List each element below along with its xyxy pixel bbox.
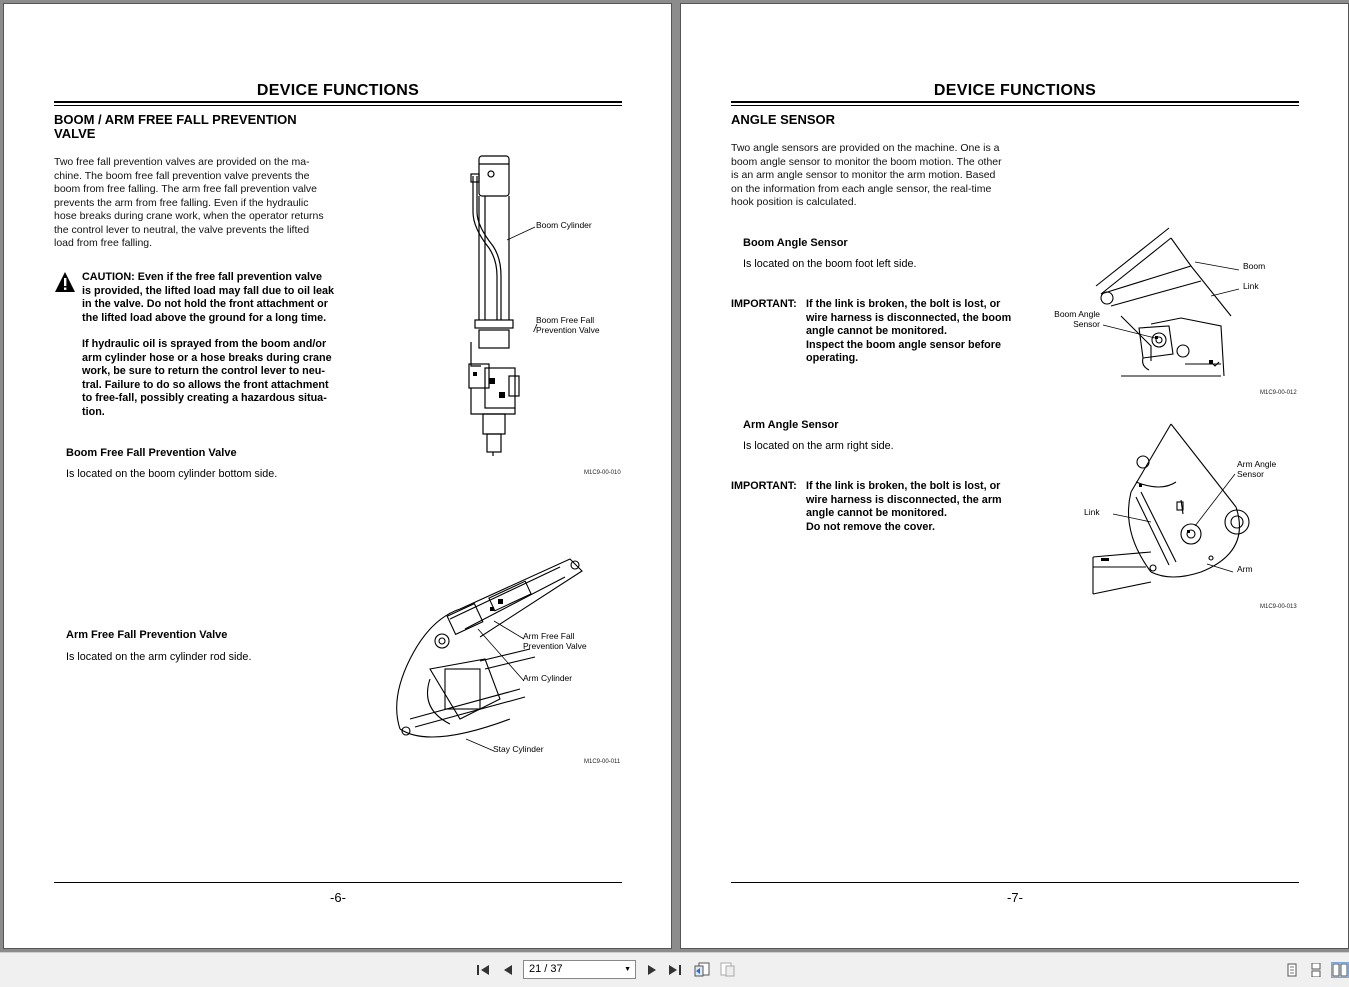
- section-title: ANGLE SENSOR: [731, 112, 836, 127]
- callout-boom: Boom: [1243, 261, 1266, 271]
- caution-paragraph: [82, 271, 354, 325]
- callout-line: Prevention Valve: [523, 641, 587, 651]
- subsection-text: Is located on the boom foot left side.: [743, 258, 917, 270]
- callout-boom-cylinder: Boom Cylinder: [536, 220, 592, 230]
- page-header: DEVICE FUNCTIONS: [933, 82, 1097, 99]
- callout-boom-valve: [536, 315, 600, 335]
- subsection-text: Is located on the arm right side.: [743, 440, 894, 452]
- callout-arm-valve: [523, 631, 587, 651]
- callout-boom-angle-sensor: [1050, 309, 1100, 329]
- single-page-view-icon[interactable]: [1285, 963, 1299, 977]
- figure-code: M1C9-00-010: [584, 470, 621, 476]
- page-number-input[interactable]: [523, 960, 636, 979]
- text-line: angle cannot be monitored.: [806, 325, 947, 337]
- text-line: prevents the arm from free falling. Even if the hydraulic: [54, 196, 309, 209]
- footer-rule: [54, 882, 622, 883]
- figure-code: M1C9-00-012: [1260, 390, 1297, 396]
- callout-line: Arm Angle: [1237, 459, 1277, 469]
- leader-lines: [1091, 226, 1251, 381]
- footer-rule: [731, 882, 1299, 883]
- text-line: Do not remove the cover.: [806, 520, 935, 533]
- text-line: is an arm angle sensor to monitor the arm motion. Based: [731, 169, 996, 181]
- figure-code: M1C9-00-011: [584, 759, 621, 765]
- text-line: boom angle sensor to monitor the boom motion. The other: [731, 155, 1002, 168]
- important-block: [731, 298, 1031, 366]
- left-page: [3, 3, 672, 949]
- go-forward-view-icon[interactable]: [720, 962, 736, 978]
- text-line: chine. The boom free fall prevention valve prevents the: [54, 169, 310, 182]
- text-line: work, be sure to return the control lever to neu-: [82, 365, 325, 377]
- text-line: Two free fall prevention valves are provided on the ma-: [54, 156, 310, 168]
- page-indicator: 21 / 37: [529, 963, 563, 975]
- important-label: IMPORTANT:: [731, 480, 797, 492]
- caution-block: [54, 271, 354, 432]
- arm-cylinder-figure: [390, 549, 590, 754]
- last-page-icon[interactable]: [668, 963, 682, 977]
- callout-arm: Arm: [1237, 564, 1253, 574]
- subsection-text: Is located on the boom cylinder bottom side.: [66, 468, 278, 480]
- text-line: the control lever to neutral, the valve prevents the lifted: [54, 223, 310, 236]
- subsection-title: Arm Free Fall Prevention Valve: [66, 629, 228, 641]
- callout-line: Boom Free Fall: [536, 315, 595, 325]
- text-line: in the valve. Do not hold the front attachment or: [82, 298, 328, 310]
- text-line: CAUTION: Even if the free fall prevention valve: [82, 271, 322, 283]
- header-rule-thin: [731, 105, 1299, 106]
- header-rule-thin: [54, 105, 622, 106]
- page-header: DEVICE FUNCTIONS: [256, 82, 420, 99]
- callout-line: Sensor: [1073, 319, 1100, 329]
- section-title-line: VALVE: [54, 126, 96, 141]
- important-label: IMPORTANT:: [731, 298, 797, 310]
- section-title: [54, 113, 344, 141]
- text-line: Two angle sensors are provided on the machine. One is a: [731, 142, 1000, 154]
- facing-pages-view-icon[interactable]: [1332, 963, 1348, 977]
- subsection-title: Boom Free Fall Prevention Valve: [66, 447, 237, 459]
- callout-arm-cylinder: Arm Cylinder: [523, 673, 573, 683]
- navigation-toolbar: [0, 952, 1349, 987]
- text-line: is provided, the lifted load may fall due to oil leak: [82, 284, 334, 297]
- callout-line: Arm Free Fall: [523, 631, 575, 641]
- callout-line: Prevention Valve: [536, 325, 600, 335]
- text-line: If the link is broken, the bolt is lost, or: [806, 298, 1001, 310]
- intro-paragraph: [54, 156, 324, 251]
- go-back-view-icon[interactable]: [694, 962, 710, 978]
- prev-page-icon[interactable]: [501, 963, 515, 977]
- subsection-title: Arm Angle Sensor: [743, 419, 839, 431]
- text-line: hook position is calculated.: [731, 196, 857, 208]
- text-line: angle cannot be monitored.: [806, 507, 947, 519]
- page-number: -6-: [330, 890, 346, 905]
- callout-link: Link: [1084, 507, 1100, 517]
- text-line: on the information from each angle sensor, the real-time: [731, 182, 992, 195]
- text-line: If the link is broken, the bolt is lost, or: [806, 480, 1001, 492]
- text-line: hose breaks during crane work, when the operator returns: [54, 210, 324, 222]
- first-page-icon[interactable]: [476, 963, 490, 977]
- leader-lines: [1091, 422, 1256, 600]
- text-line: If hydraulic oil is sprayed from the boom and/or: [82, 338, 327, 350]
- callout-arm-angle-sensor: [1237, 459, 1276, 479]
- continuous-view-icon[interactable]: [1309, 963, 1323, 977]
- figure-code: M1C9-00-013: [1260, 604, 1297, 610]
- text-line: load from free falling.: [54, 237, 153, 249]
- important-block: [731, 480, 1031, 534]
- text-line: arm cylinder hose or a hose breaks during crane: [82, 351, 332, 364]
- callout-line: Sensor: [1237, 469, 1264, 479]
- header-rule: [731, 101, 1299, 103]
- text-line: the lifted load above the ground for a long time.: [82, 311, 327, 324]
- right-page: [680, 3, 1349, 949]
- text-line: to free-fall, possibly creating a hazardous situa-: [82, 392, 327, 404]
- text-line: tion.: [82, 405, 105, 418]
- text-line: operating.: [806, 352, 859, 364]
- text-line: boom from free falling. The arm free fall prevention valve: [54, 183, 318, 195]
- callout-line: Boom Angle: [1054, 309, 1100, 319]
- callout-stay-cylinder: Stay Cylinder: [493, 744, 544, 754]
- next-page-icon[interactable]: [645, 963, 659, 977]
- text-line: Inspect the boom angle sensor before: [806, 338, 1001, 351]
- intro-paragraph: [731, 142, 1002, 210]
- chevron-down-icon[interactable]: ▼: [624, 966, 631, 973]
- callout-link: Link: [1243, 281, 1259, 291]
- subsection-text: Is located on the arm cylinder rod side.: [66, 651, 252, 663]
- subsection-title: Boom Angle Sensor: [743, 237, 848, 249]
- header-rule: [54, 101, 622, 103]
- leader-lines: [499, 222, 539, 332]
- section-title-line: BOOM / ARM FREE FALL PREVENTION: [54, 112, 297, 127]
- text-line: wire harness is disconnected, the boom: [806, 311, 1012, 324]
- text-line: wire harness is disconnected, the arm: [806, 493, 1002, 506]
- warning-triangle-icon: [54, 271, 76, 293]
- text-line: tral. Failure to do so allows the front attachment: [82, 378, 329, 391]
- caution-paragraph: [82, 338, 354, 419]
- page-number: -7-: [1007, 890, 1023, 905]
